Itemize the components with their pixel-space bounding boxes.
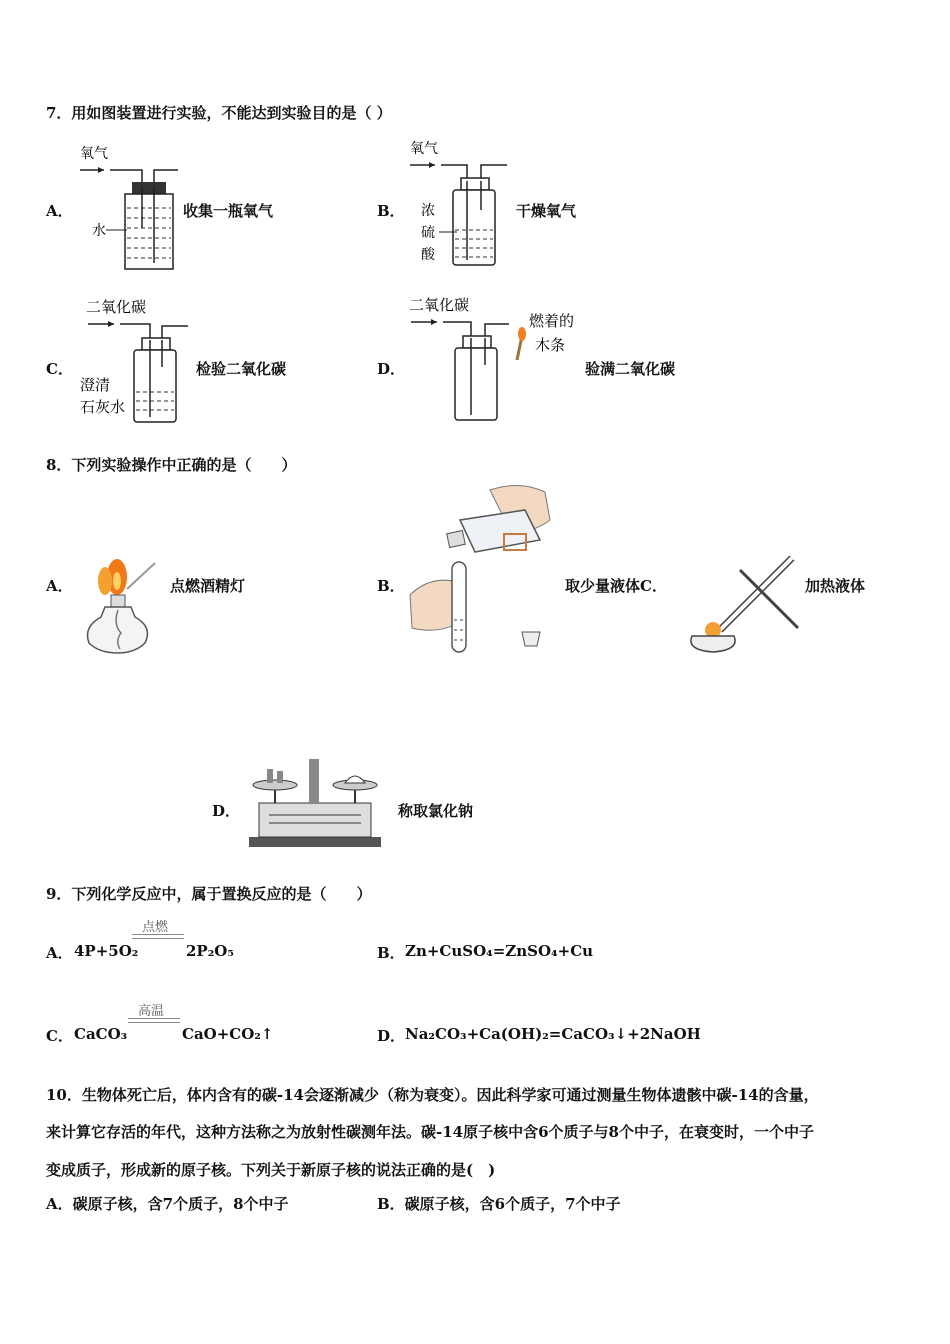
q7-b-acid-2: 硫 <box>421 225 435 241</box>
q9-a-equal-line-1 <box>132 934 184 935</box>
q8-b-letter[interactable]: B． <box>377 577 405 595</box>
q9-c-condition: 高温 <box>138 1004 165 1019</box>
q10-option-b[interactable]: B．碳原子核，含6个质子，7个中子 <box>377 1195 621 1213</box>
q9-d-letter[interactable]: D． <box>377 1027 406 1045</box>
q7-a-letter[interactable]: A． <box>46 202 73 220</box>
q9-stem: 9．下列化学反应中，属于置换反应的是（ ） <box>46 885 372 903</box>
q9-a-condition: 点燃 <box>142 920 169 935</box>
q7-b-text: 干燥氧气 <box>516 202 577 220</box>
q8-stem: 8．下列实验操作中正确的是（ ） <box>46 456 297 474</box>
q10-line-3: 变成质子，形成新的原子核。下列关于新原子核的说法正确的是( ) <box>46 1161 496 1179</box>
alcohol-lamp-figure <box>75 555 170 660</box>
q9-c-left: CaCO₃ <box>74 1025 128 1043</box>
q7-c-text: 检验二氧化碳 <box>196 360 287 378</box>
q9-b-letter[interactable]: B． <box>377 944 405 962</box>
q8-b-text: 取少量液体C． <box>565 577 667 595</box>
q8-c-text: 加热液体 <box>805 577 866 595</box>
q9-a-right: 2P₂O₅ <box>186 942 234 960</box>
q7-d-letter[interactable]: D． <box>377 360 406 378</box>
q8-a-letter[interactable]: A． <box>46 577 73 595</box>
q9-b-equation: Zn+CuSO₄=ZnSO₄+Cu <box>405 942 594 960</box>
q7-a-gas-label: 氧气 <box>80 146 108 162</box>
q7-a-text: 收集一瓶氧气 <box>183 202 274 220</box>
q7-b-acid-1: 浓 <box>421 203 435 219</box>
q7-c-letter[interactable]: C． <box>46 360 73 378</box>
gas-bottle-water-figure <box>70 138 190 273</box>
q7-b-acid-3: 酸 <box>421 247 435 263</box>
q8-a-text: 点燃酒精灯 <box>170 577 246 595</box>
q7-a-liquid-label: 水 <box>92 223 106 239</box>
limewater-bottle-figure <box>78 292 193 427</box>
q7-d-stick-1: 燃着的 <box>529 312 575 330</box>
q9-a-letter[interactable]: A． <box>46 944 73 962</box>
q9-c-equal-line-2 <box>128 1022 180 1023</box>
q7-c-lime-2: 石灰水 <box>80 398 126 416</box>
q9-a-equal-line-2 <box>132 938 184 939</box>
q7-b-letter[interactable]: B． <box>377 202 405 220</box>
q10-line-1: 10．生物体死亡后，体内含有的碳-14会逐渐减少（称为衰变）。因此科学家可通过测量生物体遗骸中碳-14的含量， <box>46 1086 819 1104</box>
heating-liquid-figure <box>680 550 805 660</box>
q7-c-gas-label: 二氧化碳 <box>86 298 147 316</box>
q8-d-letter[interactable]: D． <box>212 802 241 820</box>
q9-c-right: CaO+CO₂↑ <box>182 1025 274 1043</box>
q7-d-gas-label: 二氧化碳 <box>409 296 470 314</box>
q7-b-gas-label: 氧气 <box>410 141 438 157</box>
q9-c-letter[interactable]: C． <box>46 1027 73 1045</box>
q7-d-stick-2: 木条 <box>535 336 566 354</box>
co2-full-test-figure <box>405 290 585 430</box>
q9-c-equal-line-1 <box>128 1018 180 1019</box>
q8-d-text: 称取氯化钠 <box>398 802 474 820</box>
q10-line-2: 来计算它存活的年代，这种方法称之为放射性碳测年法。碳-14原子核中含6个质子与8个中子，在衰变时，一个中子 <box>46 1123 814 1141</box>
q7-d-text: 验满二氧化碳 <box>585 360 676 378</box>
pouring-liquid-figure <box>400 480 560 660</box>
q7-stem: 7．用如图装置进行实验，不能达到实验目的是（ ） <box>46 104 392 122</box>
q9-d-equation: Na₂CO₃+Ca(OH)₂=CaCO₃↓+2NaOH <box>405 1025 701 1043</box>
balance-scale-figure <box>245 755 385 850</box>
q10-option-a[interactable]: A．碳原子核，含7个质子，8个中子 <box>46 1195 289 1213</box>
q7-c-lime-1: 澄清 <box>80 376 111 394</box>
q9-a-left: 4P+5O₂ <box>74 942 139 960</box>
drying-bottle-figure <box>405 135 515 270</box>
